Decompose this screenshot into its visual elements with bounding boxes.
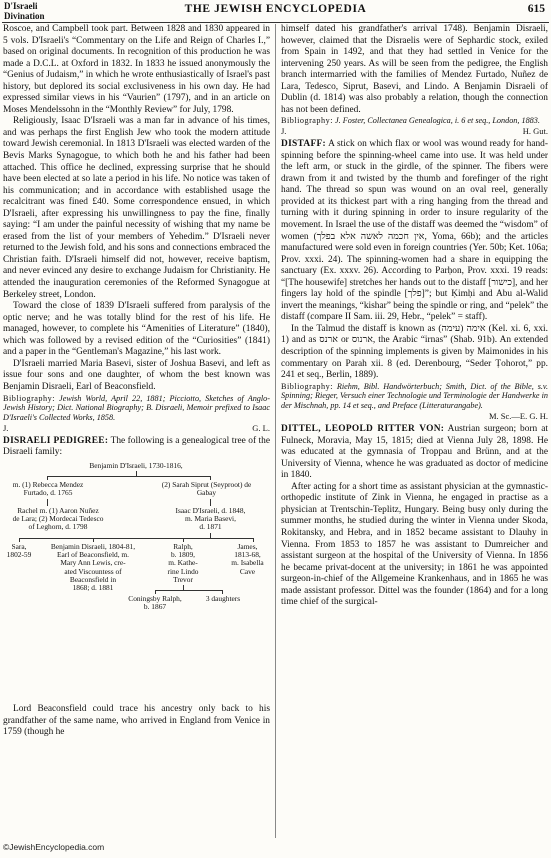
signature-right: H. Gut. xyxy=(522,126,548,137)
bibliography-label: Bibliography: xyxy=(281,116,333,126)
node-line: Rachel m. (1) Aaron Nuñez xyxy=(17,505,99,515)
article-text: Austrian surgeon; born at Fulneck, Moravia, May 15, 1815; died at Vienna July 28, 1898. He was educated at the gymnasia of Troppau and Brünn, and at the University of Vienna, whence he was graduated as doctor of medicine in 1840. xyxy=(281,424,548,481)
page-header xyxy=(0,0,551,22)
node-line: rine Lindo xyxy=(167,566,199,576)
pedigree-node-sara xyxy=(3,543,35,559)
node-line: Mary Ann Lewis, cre- xyxy=(60,558,126,568)
node-line: Trevor xyxy=(173,574,193,584)
left-column xyxy=(3,24,270,739)
node-line: James, xyxy=(237,541,258,551)
node-line: 1802-59 xyxy=(6,550,32,560)
signature-line xyxy=(281,126,548,137)
node-line: Ralph, xyxy=(173,541,193,551)
signature-line xyxy=(3,423,270,434)
node-line: Benjamin D'Israeli, 1730-1816, xyxy=(89,460,183,470)
node-line: 1868; d. 1881 xyxy=(72,583,114,592)
paragraph: Toward the close of 1839 D'Israeli suffered from paralysis of the optic nerve; and he was totally blind for the rest of his life. He managed, however, to complete his “Amenities of Literature” (1840), which was followed by a revised edition of the “Curiosities” (1841) and a paper in the “Gentleman's Magazine,” his last work. xyxy=(3,301,270,358)
right-column xyxy=(281,24,548,609)
distaff-article xyxy=(281,139,548,324)
bibliography-text: Riehm, Bibl. Handwörterbuch; Smith, Dict. of the Bible, s.v. Spinning; Rieger, Versuch einer Technologie und Terminologie der Handwerke in der Mischnah, pp. 14 et seq., and Preface (Litteraturangabe). xyxy=(281,381,548,411)
signature-right: M. Sc.—E. G. H. xyxy=(488,411,548,422)
article-title: DITTEL, LEOPOLD RITTER VON: xyxy=(281,424,445,435)
signature-left: J. xyxy=(3,422,9,433)
tree-line xyxy=(47,499,48,506)
signature-left: J. xyxy=(281,126,287,137)
node-line: m. (1) Rebecca Mendez xyxy=(12,479,84,489)
page-number: 615 xyxy=(527,3,545,15)
pedigree-node-james xyxy=(225,543,270,576)
node-line: Coningsby Ralph, xyxy=(128,593,182,603)
node-line: (2) Sarah Siprut (Seyproot) de xyxy=(161,479,252,489)
bibliography xyxy=(281,382,548,411)
signature-right: G. L. xyxy=(252,422,270,433)
bibliography xyxy=(3,394,270,423)
paragraph: In the Talmud the distaff is known as אימה (עימה) (Kel. xi. 6, xxi. 1) and as ארנס or ארנוס, the Arabic “irnas” (Shab. 91b). An extended description of the spinning implements is given by Maimonides in his commentary on Parah xii. 8 (ed. Derenbourg, “Seder Ṭohorot,” pp. 241 et seq., Berlin, 1889). xyxy=(281,323,549,381)
tree-line xyxy=(47,476,211,477)
tree-line xyxy=(210,499,211,506)
tree-line xyxy=(155,590,223,591)
pedigree-node-coningsby xyxy=(121,595,189,611)
pedigree-tree xyxy=(3,462,270,700)
signature-line xyxy=(281,411,548,422)
tree-line xyxy=(19,538,253,539)
node-line: b. 1809, xyxy=(170,550,196,560)
journal-title: THE JEWISH ENCYCLOPEDIA xyxy=(184,3,367,15)
article-title: DISTAFF: xyxy=(281,139,326,150)
bibliography-label: Bibliography: xyxy=(281,381,333,391)
copyright-footer: ©JewishEncyclopedia.com xyxy=(3,842,105,852)
pedigree-heading xyxy=(3,436,270,459)
column-divider xyxy=(275,24,276,838)
section-start: D'Israeli xyxy=(4,1,38,11)
bibliography-text: Jewish World, April 22, 1881; Picciotto, Sketches of Anglo-Jewish History; Dict. National Biography; B. Disraeli, Memoir prefixed to Isaac D'Israeli's Collected Works, 1858. xyxy=(3,393,270,423)
node-line: Furtado, d. 1765 xyxy=(23,488,73,498)
node-line: ated Viscountess of xyxy=(64,566,122,576)
paragraph: Religiously, Isaac D'Israeli was a man far in advance of his times, and was perhaps the first English Jew who took the modern attitude toward Jewish ceremonial. In 1813 D'Israeli was elected warden of the Bevis Marks Synagogue, to which both he and his father had been attached. This office he declined, expressing surprise that he should have been elected at so late a period in his life. No notice was taken of his communication; and in accordance with established usage the recalcitrant was fined £40. Some correspondence ensued, in which D'Israeli, after expressing his unwillingness to pay the fine, finally saying: “I am under the painful necessity of wishing that my name be erased from the list of your members of Yehedim.” D'Israeli never returned to the Jewish fold, and his sons and connections embraced the Christian faith. D'Israeli himself did not, however, receive baptism, and never evinced any desire to exchange Judaism for Christianity. He attended the inauguration ceremonies of the Reformed Synagogue at Berkeley street, London. xyxy=(3,116,270,300)
pedigree-node-daughters xyxy=(195,595,251,603)
paragraph: himself dated his grandfather's arrival 1748). Benjamin Disraeli, however, claimed that the Disraelis were of Sephardic stock, exiled from Spain in 1492, and that they had settled in Venice for the intervening 250 years. As will be seen from the pedigree, the English branch intermarried with the families of Mendez Furtado, Nuñez de Lara, Tedesco, Siprut, Basevi, and Lindo. A Benjamin Disraeli of Dublin (d. 1814) was also probably a relation, though the connection has not been defined. xyxy=(281,24,548,115)
node-line: Sara, xyxy=(11,541,27,551)
pedigree-node-ralph xyxy=(157,543,209,584)
paragraph: After acting for a short time as assistant physician at the gymnastic-orthopedic institute of Zink in Vienna, he engaged in practise as a physician at Trentschin-Teplitz, Hungary. Being busy only during the summer months, he studied during the winter in Vienna under Skoda, Rokitansky, and Hebra, and in 1852 became assistant to Dlauhy in Vienna. From 1853 to 1857 he was assistant to Dumreicher and assistant surgeon at the hospital of the University of Vienna. In 1856 he became privat-docent at the university; in 1861 he was appointed surgeon-in-chief of the Allgemeine Krankenhaus, and in 1865 he was made assistant professor. Dittel was the founder (1864) and for a long time chief of the surgical- xyxy=(281,481,548,608)
dittel-article xyxy=(281,424,548,482)
pedigree-node-benjamin xyxy=(39,543,147,592)
node-line: Beaconsfield in xyxy=(69,574,117,584)
node-line: m. Isabella xyxy=(231,558,264,568)
pedigree-node-isaac xyxy=(153,507,268,532)
bibliography xyxy=(281,116,548,126)
paragraph: D'Israeli married Maria Basevi, sister of Joshua Basevi, and left as issue four sons and one daughter, of whom the best known was Benjamin Disraeli, Earl of Beaconsfield. xyxy=(3,358,270,392)
section-end: Divination xyxy=(4,11,45,21)
paragraph: Lord Beaconsfield could trace his ancestry only back to his grandfather of the same name, who arrived in England from Venice in 1759 (though he xyxy=(3,703,270,738)
node-line: Benjamin Disraeli, 1804-81, xyxy=(50,541,136,551)
bibliography-label: Bibliography: xyxy=(3,393,55,403)
header-rule xyxy=(2,22,549,23)
node-line: Isaac D'Israeli, d. 1848, xyxy=(175,505,246,515)
pedigree-node-wife1 xyxy=(3,481,93,497)
pedigree-node-root xyxy=(71,462,201,470)
node-line: 1813-68, xyxy=(234,550,261,560)
node-line: Cave xyxy=(239,566,256,576)
node-line: of Leghorn, d. 1798 xyxy=(28,522,88,532)
node-line: m. Kathe- xyxy=(168,558,198,568)
paragraph: Roscoe, and Campbell took part. Between 1828 and 1830 appeared in 5 vols. D'Israeli's “Commentary on the Life and Reign of Charles I.,” based on original documents. In recognition of this production he was made a D.C.L. at Oxford in 1832. In 1833 he issued anonymously the “Genius of Judaism,” in which he wrote enthusiastically of Israel's past history, but deplored its social exclusiveness in his own day. He had expressed similar views in his “Vaurien” (1797), and in an article on Moses Mendelssohn in the “Monthly Review” for July, 1798. xyxy=(3,24,270,115)
node-line: m. Maria Basevi, xyxy=(185,514,236,524)
node-line: Earl of Beaconsfield, m. xyxy=(56,550,130,560)
article-title: DISRAELI PEDIGREE: xyxy=(3,435,109,446)
bibliography-text: J. Foster, Collectanea Genealogica, i. 6 et seq., London, 1883. xyxy=(332,116,540,126)
node-line: de Lara; (2) Mordecai Tedesco xyxy=(12,514,104,524)
node-line: 3 daughters xyxy=(205,593,241,603)
article-text: A stick on which flax or wool was wound ready for hand-spinning before the spinning-wheel came into use. It was held under the left arm, or stuck in the girdle, of the spinner. The fibers were drawn from it and twisted by the thumb and forefinger of the right hand. The thread so spun was wound on an oval reel, generally provided at its thickest part with a ring hanging from the thread and turning with it during spinning in order to insure regularity of the movement. In Israel the use of the distaff was deemed the “wisdom” of women (אין חכמה לאשה אלא בפלך, Yoma, 66b); and the articles manufactured were sold even in foreign countries (Yer. 50b; Ket. 106a; Prov. xxxi. 24). The spinning-women had a share in equipping the sanctuary (Ex. xxxv. 26). According to Parḥon, Prov. xxxi. 19 reads: “[The housewife] stretches her hands out to the distaff [כישור], and her fingers lay hold of the spindle [פלך]”; but Ḳimḥi and Abu al-Walid invert the meanings, “kishar” being the spindle or ring, and “pelek” the distaff (compare II Sam. iii. 29, Hebr., “pelek” = staff). xyxy=(281,139,548,323)
pedigree-node-wife2 xyxy=(143,481,270,497)
pedigree-intro: The following is a genealogical tree of the Disraeli family: xyxy=(3,435,270,458)
node-line: d. 1871 xyxy=(199,522,222,532)
node-line: b. 1867 xyxy=(143,602,167,612)
pedigree-node-rachel xyxy=(3,507,113,532)
node-line: Gabay xyxy=(196,488,217,498)
